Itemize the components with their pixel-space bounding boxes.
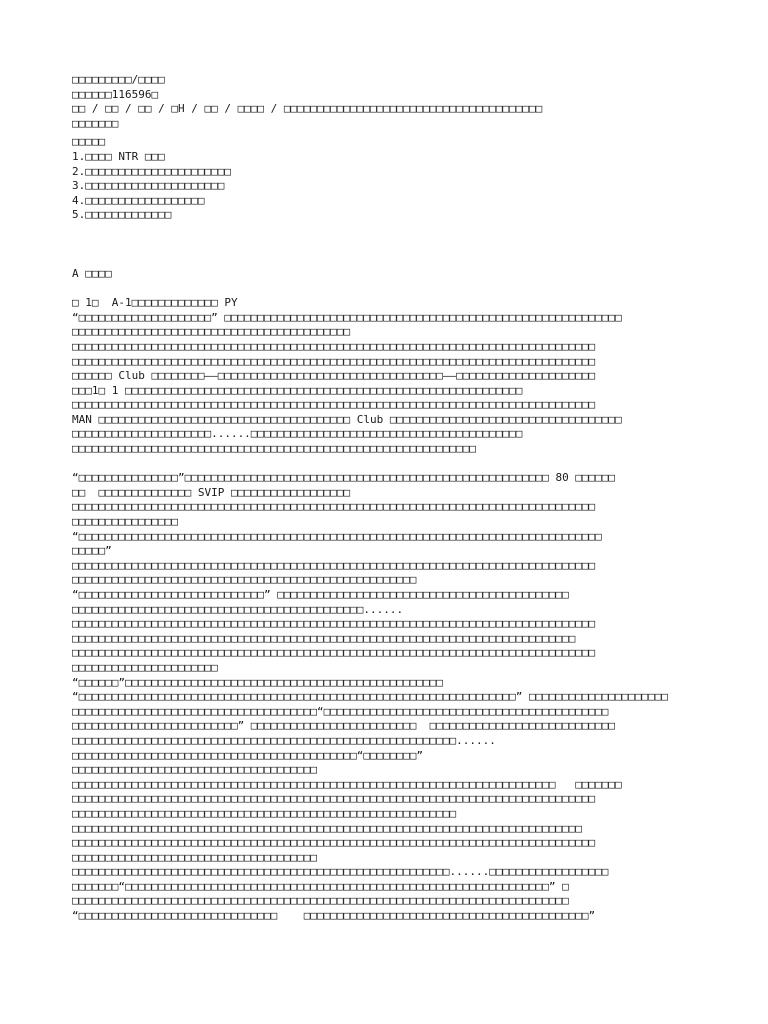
- document-meta: □□□□□□□: [72, 116, 119, 130]
- text-line: □□□□□□□□□□□□□□□□□□□□□......□□□□□□□□□□□□□□□□□□□□□□□□□□□□□□□□□□□□□□□□□: [72, 427, 523, 441]
- toc-item: 2.□□□□□□□□□□□□□□□□□□□□□□: [72, 164, 231, 178]
- text-line: □□□□□□□□□□□□□□□□□□□□□□□□□□□□□□□□□□□□□: [72, 763, 318, 777]
- text-line: □□□□□□□□□□□□□□□□□□□□□□□□□□□□□□□□□□□□□□□□□□□□□□□□□□□□□□□□□□□□□□□□□□□□□□□□□□□□□□□: [72, 558, 596, 572]
- text-line: □□□□□□□□□□□□□□□□□□□□□□□□□□□□□□□□□□□□□□□□□□□□......: [72, 602, 404, 616]
- text-line: □□ □□□□□□□□□□□□□□ SVIP □□□□□□□□□□□□□□□□□□: [72, 485, 351, 499]
- toc-item: 3.□□□□□□□□□□□□□□□□□□□□□: [72, 179, 225, 193]
- text-line: “□□□□□□□□□□□□□□□□□□□□□□□□□□□□□□□□□□□□□□□□□□□□□□□□□□□□□□□□□□□□□□□□□□” □□□□□□□□□□□□□□□□□□□□□: [72, 690, 669, 704]
- toc-heading: □□□□□: [72, 135, 106, 149]
- toc-item: 5.□□□□□□□□□□□□□: [72, 208, 172, 222]
- text-line: □□□□□□□□□□□□□□□□□□□□□□□□□□□□□□□□□□□□□□□□□□□□□□□□□□□□□□□□□□: [72, 806, 457, 820]
- text-line: □□□□□□□□□□□□□□□□□□□□□□□□□□□□□□□□□□□□□□□□□□□□□□□□□□□□□□□□□□□□□□□□□□□□□□□□□□□□□□□: [72, 792, 596, 806]
- section-subheading: □ 1□ A-1□□□□□□□□□□□□□ PY: [72, 296, 238, 310]
- text-line: □□□□□□□□□□□□□□□□□□□□□□□□□□□□□□□□□□□□□□□□□□□□□□□□□□□□□□□□□□□□□□□□□□□□□□□□□□□: [72, 894, 569, 908]
- text-line: □□□□□□□□□□□□□□□□□□□□□□□□□□□□□□□□□□□□□□□□□□□“□□□□□□□□”: [72, 748, 423, 762]
- text-line: □□□□□□□□□□□□□□□□□□□□□□□□□□□□□□□□□□□□□□□□□□□□□□□□□□□□□□□□□□□□□□□□□□□□□□□□□□□□□: [72, 821, 582, 835]
- text-line: □□□□□□□□□□□□□□□□□□□□□□□□□□□□□□□□□□□□□: [72, 850, 318, 864]
- text-line: □□□□□□□□□□□□□□□□□□□□□□□□□□□□□□□□□□□□□□□□□□□□□□□□□□□□□□□□□□□□□□□□□□□□□□□□□□□□□□□: [72, 836, 596, 850]
- text-line: “□□□□□□□□□□□□□□□□□□□□” □□□□□□□□□□□□□□□□□□□□□□□□□□□□□□□□□□□□□□□□□□□□□□□□□□□□□□□□□□□□: [72, 310, 622, 324]
- toc-item: 4.□□□□□□□□□□□□□□□□□□: [72, 193, 205, 207]
- text-line: □□□□□□□□□□□□□□□□□□□□□□□□□” □□□□□□□□□□□□□□□□□□□□□□□□□ □□□□□□□□□□□□□□□□□□□□□□□□□□□□: [72, 719, 616, 733]
- text-line: □□□□□□□□□□□□□□□□□□□□□□□□□□□□□□□□□□□□□□□□□□□□□□□□□□□□□□□□□□□□□□□□□□□□□□□□□□□□□□□: [72, 500, 596, 514]
- paragraph-block-2: [72, 471, 768, 923]
- toc-item: 1.□□□□ NTR □□□: [72, 149, 165, 163]
- text-line: □□□□□□□□□□□□□□□□□□□□□□□□□□□□□□□□□□□□□□□□□□□□□□□□□□□□□□□□□......□□□□□□□□□□□□□□□□□□: [72, 865, 609, 879]
- text-line: “□□□□□□□□□□□□□□□□□□□□□□□□□□□□□□□□□□□□□□□□□□□□□□□□□□□□□□□□□□□□□□□□□□□□□□□□□□□□□□□: [72, 529, 602, 543]
- text-line: □□□□□□□□□□□□□□□□□□□□□□□□□□□□□□□□□□□□□“□□□□□□□□□□□□□□□□□□□□□□□□□□□□□□□□□□□□□□□□□□□: [72, 704, 609, 718]
- text-line: □□□□□□□□□□□□□□□□□□□□□□□□□□□□□□□□□□□□□□□□□□□□□□□□□□□□□□□□□□□□□: [72, 442, 476, 456]
- text-line: □□□□□□□□□□□□□□□□□□□□□□□□□□□□□□□□□□□□□□□□□□□□□□□□□□□□□□□□□□□□□□□□□□□□□□□□□□□□□□□: [72, 339, 596, 353]
- text-line: □□□□□□□□□□□□□□□□□□□□□□: [72, 660, 218, 674]
- text-line: □□□□□”: [72, 544, 112, 558]
- document-title: □□□□□□□□□/□□□□: [72, 73, 165, 86]
- toc-list: [72, 150, 768, 223]
- text-line: MAN □□□□□□□□□□□□□□□□□□□□□□□□□□□□□□□□□□□□□□ Club □□□□□□□□□□□□□□□□□□□□□□□□□□□□□□□□□□□: [72, 412, 622, 426]
- text-line: □□□□□□□□□□□□□□□□□□□□□□□□□□□□□□□□□□□□□□□□□□□□□□□□□□□□□□□□□□......: [72, 733, 496, 747]
- text-line: □□□□□□ Club □□□□□□□□——□□□□□□□□□□□□□□□□□□□□□□□□□□□□□□□□□□——□□□□□□□□□□□□□□□□□□□□□: [72, 369, 596, 383]
- text-line: □□□□□□□□□□□□□□□□□□□□□□□□□□□□□□□□□□□□□□□□□□□□□□□□□□□□□□□□□□□□□□□□□□□□□□□□□□□□□□□: [72, 646, 596, 660]
- text-line: □□□□□□□“□□□□□□□□□□□□□□□□□□□□□□□□□□□□□□□□□□□□□□□□□□□□□□□□□□□□□□□□□□□□□□□□” □: [72, 879, 569, 893]
- text-line: □□□□□□□□□□□□□□□□□□□□□□□□□□□□□□□□□□□□□□□□□□□□□□□□□□□□□□□□□□□□□□□□□□□□□□□□□□□□□□□: [72, 398, 596, 412]
- paragraph-block-1: [72, 311, 768, 457]
- text-line: “□□□□□□□□□□□□□□□”□□□□□□□□□□□□□□□□□□□□□□□□□□□□□□□□□□□□□□□□□□□□□□□□□□□□□□□ 80 □□□□□□: [72, 471, 616, 485]
- text-line: □□□□□□□□□□□□□□□□□□□□□□□□□□□□□□□□□□□□□□□□□□□□□□□□□□□□□□□□□□□□□□□□□□□□□□□□□ □□□□□□□: [72, 777, 622, 791]
- text-line: □□□□□□□□□□□□□□□□□□□□□□□□□□□□□□□□□□□□□□□□□□□□□□□□□□□□□□□□□□□□□□□□□□□□□□□□□□□□□□□: [72, 617, 596, 631]
- text-line: “□□□□□□”□□□□□□□□□□□□□□□□□□□□□□□□□□□□□□□□□□□□□□□□□□□□□□□□: [72, 675, 443, 689]
- text-line: □□□□□□□□□□□□□□□□□□□□□□□□□□□□□□□□□□□□□□□□□□□□□□□□□□□□: [72, 573, 417, 587]
- text-line: □□□□□□□□□□□□□□□□□□□□□□□□□□□□□□□□□□□□□□□□□□□□□□□□□□□□□□□□□□□□□□□□□□□□□□□□□□□□: [72, 631, 576, 645]
- breadcrumb: □□ / □□ / □□ / □H / □□ / □□□□ / □□□□□□□□□□□□□□□□□□□□□□□□□□□□□□□□□□□□□□□: [72, 102, 543, 116]
- text-line: □□□□□□□□□□□□□□□□□□□□□□□□□□□□□□□□□□□□□□□□□□: [72, 325, 351, 339]
- text-line: □□□□□□□□□□□□□□□□: [72, 515, 178, 529]
- document-id: □□□□□□116596□: [72, 87, 159, 101]
- section-heading: A □□□□: [72, 266, 112, 280]
- text-line: □□□1□ 1 □□□□□□□□□□□□□□□□□□□□□□□□□□□□□□□□□□□□□□□□□□□□□□□□□□□□□□□□□□□□: [72, 383, 523, 397]
- text-line: “□□□□□□□□□□□□□□□□□□□□□□□□□□□□□□ □□□□□□□□□□□□□□□□□□□□□□□□□□□□□□□□□□□□□□□□□□□”: [72, 909, 596, 923]
- text-line: “□□□□□□□□□□□□□□□□□□□□□□□□□□□□” □□□□□□□□□□□□□□□□□□□□□□□□□□□□□□□□□□□□□□□□□□□□: [72, 588, 569, 601]
- text-line: □□□□□□□□□□□□□□□□□□□□□□□□□□□□□□□□□□□□□□□□□□□□□□□□□□□□□□□□□□□□□□□□□□□□□□□□□□□□□□□: [72, 354, 596, 368]
